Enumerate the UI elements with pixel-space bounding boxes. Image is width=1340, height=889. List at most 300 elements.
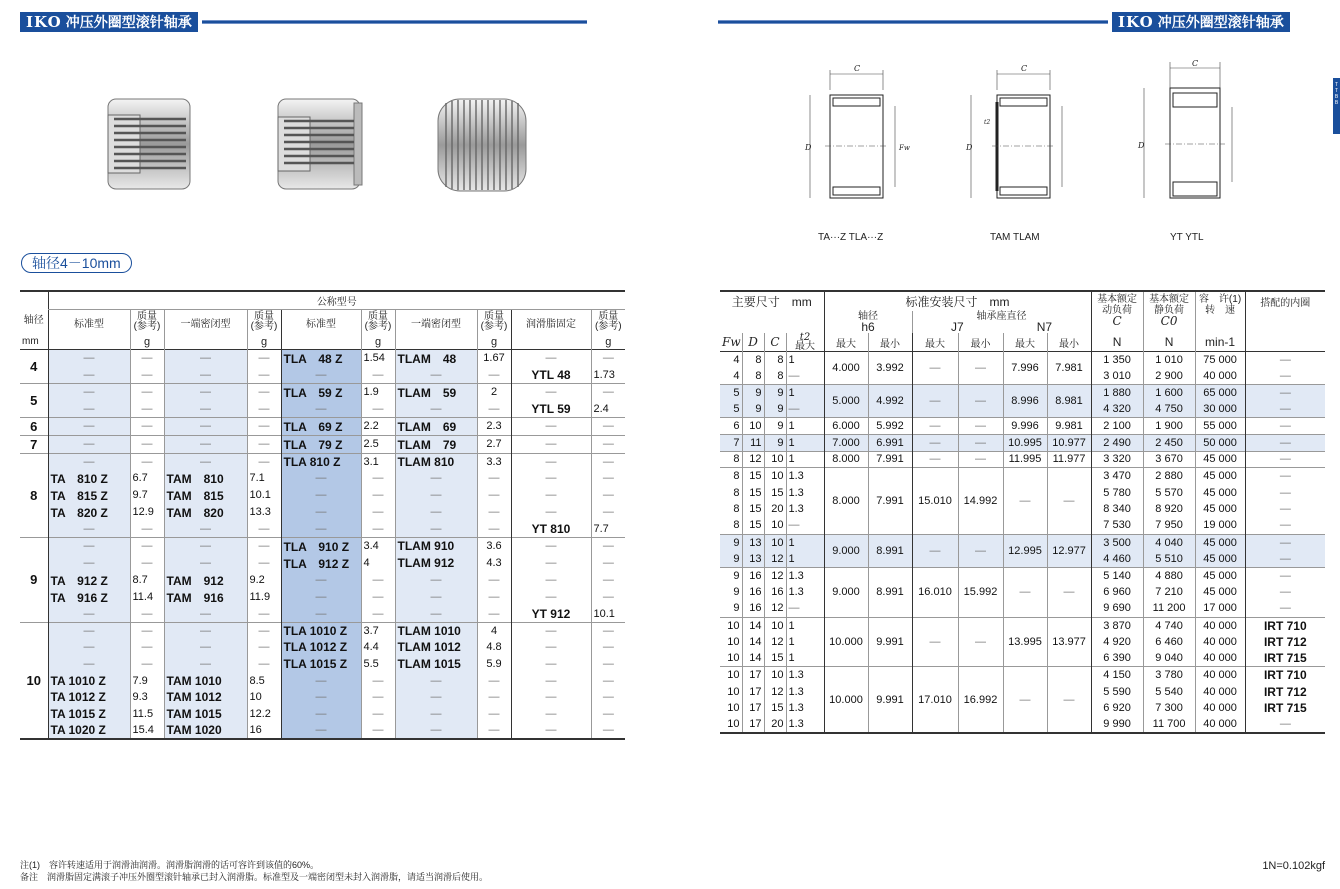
cell-tam-w2: — — [247, 453, 281, 470]
cell-c: 10 — [764, 468, 786, 485]
cell-yt-w: 7.7 — [591, 521, 625, 538]
cell-tla-w: 1.54 — [361, 349, 395, 367]
cell-n7max: 13.995 — [1003, 617, 1047, 667]
cell-c: 20 — [764, 717, 786, 734]
cell-yt-w: — — [591, 349, 625, 367]
mass-unit: g — [477, 335, 511, 349]
cell-tam-w2: 13.3 — [247, 504, 281, 521]
mass-unit: g — [247, 335, 281, 349]
cell-j7max: — — [912, 534, 958, 567]
shaft-diameter: 8 — [30, 487, 38, 503]
table-row — [20, 722, 625, 739]
cell-fw: 6 — [733, 420, 740, 433]
shaft-diameter: 6 — [30, 418, 38, 434]
cell-static-load: 2 450 — [1143, 434, 1195, 451]
cell-yt-w: — — [591, 453, 625, 470]
cell-n7min: 13.977 — [1047, 617, 1091, 667]
cell-inner-ring: — — [1245, 501, 1325, 518]
cell-d: 10 — [742, 418, 764, 435]
cell-tlam-w: — — [477, 470, 511, 487]
cell-ta: — — [48, 656, 130, 673]
cell-tam-w: — — [130, 383, 164, 401]
cell-t2: 1.3 — [786, 468, 824, 485]
cell-dynamic-load: 5 140 — [1091, 567, 1143, 584]
cell-tla: — — [281, 367, 361, 384]
cell-j7max: — — [912, 352, 958, 385]
cell-dynamic-load: 7 530 — [1091, 517, 1143, 534]
unit-conversion-note: 1N=0.102kgf — [1262, 860, 1325, 872]
cell-d: 9 — [742, 401, 764, 418]
col-shaft-label: 轴径 — [23, 314, 44, 326]
cell-d: 16 — [742, 567, 764, 584]
cell-h6min: 8.991 — [868, 567, 912, 617]
col-j7-max: 最大 — [912, 333, 958, 352]
cell-n7min: — — [1047, 667, 1091, 733]
cell-d: 8 — [742, 352, 764, 369]
cell-fw: 10 — [727, 619, 740, 632]
shaft-diameter: 5 — [30, 392, 38, 408]
cell-tla-w: 2.2 — [361, 417, 395, 435]
cell-dynamic-load: 5 590 — [1091, 683, 1143, 700]
cell-n7max: 12.995 — [1003, 534, 1047, 567]
cell-yt-w: — — [591, 383, 625, 401]
speed-label-2: 转 速 — [1205, 305, 1236, 316]
left-model-table — [20, 290, 625, 740]
cell-dynamic-load: 4 920 — [1091, 634, 1143, 651]
cell-ta: TA 820 Z — [48, 504, 130, 521]
cell-tam: — — [164, 639, 247, 656]
cell-c: 10 — [764, 667, 786, 684]
cell-tla: TLA 910 Z — [281, 537, 361, 555]
table-row — [20, 453, 625, 470]
unit-speed: min-1 — [1195, 333, 1245, 352]
cell-ta: — — [48, 521, 130, 538]
cell-fw: 5 — [733, 387, 740, 400]
table-row — [20, 656, 625, 673]
header-left — [20, 12, 587, 32]
cell-c: 12 — [764, 600, 786, 617]
cell-yt-w: — — [591, 555, 625, 572]
cell-tam-w: 7.9 — [130, 672, 164, 689]
footnote-2: 备注 润滑脂固定满滚子冲压外圈型滚针轴承已封入润滑脂。标准型及一端密闭型未封入润滑脂，请适当润滑后使用。 — [20, 872, 489, 882]
cell-t2: 1 — [786, 451, 824, 468]
cell-c: 12 — [764, 567, 786, 584]
cell-speed: 40 000 — [1195, 717, 1245, 734]
iko-logo: IKO — [26, 13, 62, 31]
cell-tlam: — — [395, 521, 477, 538]
cell-dynamic-load: 3 870 — [1091, 617, 1143, 634]
cell-static-load: 8 920 — [1143, 501, 1195, 518]
mass-unit: g — [591, 335, 625, 349]
cell-tla-w: — — [361, 504, 395, 521]
cell-tla-w: 3.7 — [361, 622, 395, 639]
cell-ta: — — [48, 555, 130, 572]
cell-h6min: 3.992 — [868, 352, 912, 385]
cell-tam-w: — — [130, 622, 164, 639]
shaft-diameter: 9 — [30, 572, 38, 588]
cell-yt: — — [511, 417, 591, 435]
cell-ta: — — [48, 401, 130, 418]
cell-inner-ring: — — [1245, 468, 1325, 485]
cell-tam-w2: — — [247, 521, 281, 538]
cell-tam-w2: — — [247, 367, 281, 384]
cell-t2: — — [786, 600, 824, 617]
cell-d: 15 — [742, 484, 764, 501]
cell-tam: — — [164, 537, 247, 555]
shaft-diameter: 4 — [30, 358, 38, 374]
cell-tla: TLA 1012 Z — [281, 639, 361, 656]
cell-speed: 45 000 — [1195, 584, 1245, 601]
cell-static-load: 11 700 — [1143, 717, 1195, 734]
cell-t2: 1.3 — [786, 484, 824, 501]
cell-tlam-w: — — [477, 722, 511, 739]
cell-h6max: 5.000 — [824, 385, 868, 418]
cell-ta: TA 1020 Z — [48, 722, 130, 739]
table-row — [20, 417, 625, 435]
cell-tam-w2: 10 — [247, 689, 281, 706]
cell-d: 17 — [742, 700, 764, 717]
cell-tlam: TLAM 1015 — [395, 656, 477, 673]
cell-speed: 65 000 — [1195, 385, 1245, 402]
cell-dynamic-load: 4 460 — [1091, 551, 1143, 568]
cell-tla-w: — — [361, 589, 395, 606]
cell-tam-w: — — [130, 417, 164, 435]
cell-dynamic-load: 2 490 — [1091, 434, 1143, 451]
cell-static-load: 3 670 — [1143, 451, 1195, 468]
cell-static-load: 1 600 — [1143, 385, 1195, 402]
cell-tam-w2: — — [247, 555, 281, 572]
cell-tam-w2: 9.2 — [247, 572, 281, 589]
cell-tla-w: — — [361, 705, 395, 722]
header-badge-right — [1112, 12, 1290, 32]
cell-yt-w: — — [591, 470, 625, 487]
cell-yt: — — [511, 722, 591, 739]
cell-c: 9 — [764, 418, 786, 435]
cell-yt: — — [511, 435, 591, 453]
cell-yt: — — [511, 656, 591, 673]
cell-dynamic-load: 5 780 — [1091, 484, 1143, 501]
cell-yt-w: — — [591, 435, 625, 453]
cell-tam-w: — — [130, 401, 164, 418]
col-dynamic-load — [1091, 291, 1143, 333]
cell-tam-w: — — [130, 453, 164, 470]
cell-tam-w2: — — [247, 435, 281, 453]
cell-tam-w: — — [130, 521, 164, 538]
cell-tlam-w: 4 — [477, 622, 511, 639]
cell-tlam-w: — — [477, 689, 511, 706]
dyn-label-2: 动负荷 — [1102, 305, 1133, 316]
cell-c: 10 — [764, 617, 786, 634]
diagram-ta — [795, 62, 910, 212]
mass-unit: g — [361, 335, 395, 349]
cell-d: 14 — [742, 650, 764, 667]
cell-fw: 5 — [733, 403, 740, 416]
cell-d: 9 — [742, 385, 764, 402]
cell-tlam-w: 4.8 — [477, 639, 511, 656]
diagram-label-ta: TA···Z TLA···Z — [818, 232, 884, 243]
cell-j7min: — — [958, 434, 1003, 451]
cell-tam: TAM 1010 — [164, 672, 247, 689]
cell-tla-w: — — [361, 606, 395, 623]
table-row — [20, 401, 625, 418]
cell-h6max: 9.000 — [824, 534, 868, 567]
cell-t2: 1.3 — [786, 700, 824, 717]
cell-tam-w2: — — [247, 383, 281, 401]
cell-yt-w: — — [591, 537, 625, 555]
cell-c: 12 — [764, 683, 786, 700]
col-t2 — [786, 333, 824, 352]
cell-dynamic-load: 9 990 — [1091, 717, 1143, 734]
cell-tam-w2: — — [247, 606, 281, 623]
cell-fw: 9 — [733, 552, 740, 565]
cell-n7min: 12.977 — [1047, 534, 1091, 567]
cell-static-load: 1 010 — [1143, 352, 1195, 369]
table-row — [20, 606, 625, 623]
header-title-left: 冲压外圈型滚针轴承 — [65, 14, 192, 30]
cell-yt-w: — — [591, 722, 625, 739]
cell-h6max: 4.000 — [824, 352, 868, 385]
right-spec-table — [720, 290, 1325, 734]
cell-tla: — — [281, 572, 361, 589]
col-main-dims: 主要尺寸 mm — [731, 295, 812, 309]
cell-tlam-w: — — [477, 672, 511, 689]
cell-t2: 1 — [786, 385, 824, 402]
cell-c: 10 — [764, 534, 786, 551]
cell-j7max: — — [912, 418, 958, 435]
cell-j7max: 15.010 — [912, 468, 958, 534]
col-standard-2: 标准型 — [281, 309, 361, 335]
cell-fw: 9 — [733, 569, 740, 582]
col-n7-max: 最大 — [1003, 333, 1047, 352]
cell-tla: TLA 79 Z — [281, 435, 361, 453]
cell-tlam: TLAM 48 — [395, 349, 477, 367]
cell-tlam: — — [395, 367, 477, 384]
cell-ta: — — [48, 622, 130, 639]
cell-static-load: 5 570 — [1143, 484, 1195, 501]
cell-inner-ring: — — [1245, 551, 1325, 568]
cell-d: 17 — [742, 717, 764, 734]
cell-n7min: 7.981 — [1047, 352, 1091, 385]
cell-h6min: 9.991 — [868, 667, 912, 733]
mass-ref: (参考) — [594, 321, 622, 333]
cell-tam-w: 9.3 — [130, 689, 164, 706]
cell-h6min: 4.992 — [868, 385, 912, 418]
cell-j7min: 16.992 — [958, 667, 1003, 733]
cell-fw: 10 — [727, 718, 740, 731]
cell-tam-w: 9.7 — [130, 487, 164, 504]
bearing-ta-image — [100, 95, 198, 193]
cell-tam-w2: — — [247, 656, 281, 673]
cell-c: 20 — [764, 501, 786, 518]
cell-tla-w: 4.4 — [361, 639, 395, 656]
cell-tam: — — [164, 349, 247, 367]
cell-n7max: 10.995 — [1003, 434, 1047, 451]
cell-t2: 1 — [786, 551, 824, 568]
cell-n7min: 11.977 — [1047, 451, 1091, 468]
cell-tam: — — [164, 417, 247, 435]
cell-tlam: — — [395, 606, 477, 623]
cell-static-load: 7 210 — [1143, 584, 1195, 601]
cell-n7max: 7.996 — [1003, 352, 1047, 385]
cell-tlam-w: — — [477, 589, 511, 606]
diagram-tam — [962, 62, 1062, 212]
cell-j7max: 16.010 — [912, 567, 958, 617]
cell-h6max: 7.000 — [824, 434, 868, 451]
cell-tla: TLA 59 Z — [281, 383, 361, 401]
table-row — [20, 639, 625, 656]
cell-tla: — — [281, 504, 361, 521]
cell-c: 12 — [764, 634, 786, 651]
col-shaft-unit: mm — [22, 335, 39, 347]
cell-d: 13 — [742, 534, 764, 551]
cell-ta: TA 1015 Z — [48, 705, 130, 722]
col-h6-min: 最小 — [868, 333, 912, 352]
cell-inner-ring: — — [1245, 418, 1325, 435]
cell-dynamic-load: 6 960 — [1091, 584, 1143, 601]
cell-tla: TLA 69 Z — [281, 417, 361, 435]
cell-tam: TAM 810 — [164, 470, 247, 487]
cell-t2: 1 — [786, 352, 824, 369]
cell-d: 8 — [742, 368, 764, 385]
cell-tlam-w: — — [477, 572, 511, 589]
mass-label: 质量 — [598, 311, 619, 323]
cell-tam-w2: 8.5 — [247, 672, 281, 689]
cell-speed: 17 000 — [1195, 600, 1245, 617]
t2-max: 最大 — [795, 341, 815, 352]
cell-speed: 75 000 — [1195, 352, 1245, 369]
cell-fw: 8 — [733, 486, 740, 499]
cell-t2: 1 — [786, 434, 824, 451]
col-housing-dia — [912, 311, 1091, 333]
cell-tam: TAM 916 — [164, 589, 247, 606]
cell-j7min: — — [958, 451, 1003, 468]
cell-tam-w: 6.7 — [130, 470, 164, 487]
cell-c: 15 — [764, 700, 786, 717]
cell-yt: — — [511, 672, 591, 689]
cell-n7min: 10.977 — [1047, 434, 1091, 451]
col-closed-2: 一端密闭型 — [395, 309, 477, 335]
cell-yt-w: — — [591, 589, 625, 606]
cell-tam: — — [164, 521, 247, 538]
sta-symbol: C0 — [1160, 314, 1178, 328]
cell-ta: — — [48, 606, 130, 623]
table-row — [20, 672, 625, 689]
speed-label-1: 容 许(1) — [1198, 294, 1242, 305]
col-closed: 一端密闭型 — [164, 309, 247, 335]
cell-yt: — — [511, 572, 591, 589]
cell-tam: — — [164, 435, 247, 453]
cell-tlam-w: 2.3 — [477, 417, 511, 435]
cell-d: 15 — [742, 468, 764, 485]
table-row — [720, 534, 1325, 551]
cell-tam-w2: 7.1 — [247, 470, 281, 487]
cell-c: 9 — [764, 401, 786, 418]
cell-tla: — — [281, 521, 361, 538]
cell-tla: — — [281, 705, 361, 722]
cell-static-load: 7 950 — [1143, 517, 1195, 534]
cell-tam-w: — — [130, 639, 164, 656]
cell-speed: 40 000 — [1195, 700, 1245, 717]
col-d: D — [742, 333, 764, 352]
cell-fw: 8 — [733, 453, 740, 466]
cell-ta: TA 912 Z — [48, 572, 130, 589]
cell-dynamic-load: 6 920 — [1091, 700, 1143, 717]
cell-tlam-w: — — [477, 606, 511, 623]
cell-inner-ring: — — [1245, 584, 1325, 601]
cell-h6max: 10.000 — [824, 667, 868, 733]
cell-j7min: — — [958, 534, 1003, 567]
dim-d: D — [966, 143, 973, 152]
cell-h6min: 8.991 — [868, 534, 912, 567]
col-static-load — [1143, 291, 1195, 333]
cell-c: 16 — [764, 584, 786, 601]
cell-j7min: — — [958, 418, 1003, 435]
cell-fw: 10 — [727, 635, 740, 648]
cell-speed: 40 000 — [1195, 368, 1245, 385]
cell-tlam: — — [395, 589, 477, 606]
cell-n7max: 8.996 — [1003, 385, 1047, 418]
cell-fw: 8 — [733, 470, 740, 483]
cell-yt: — — [511, 639, 591, 656]
cell-fw: 9 — [733, 536, 740, 549]
cell-tla-w: — — [361, 470, 395, 487]
cell-dynamic-load: 4 320 — [1091, 401, 1143, 418]
cell-j7max: — — [912, 451, 958, 468]
cell-yt: — — [511, 689, 591, 706]
cell-tam-w: — — [130, 555, 164, 572]
dim-c: C — [1021, 64, 1028, 73]
cell-dynamic-load: 3 010 — [1091, 368, 1143, 385]
cell-tla: — — [281, 689, 361, 706]
cell-dynamic-load: 2 100 — [1091, 418, 1143, 435]
mass-ref: (参考) — [133, 321, 161, 333]
cell-yt: YTL 48 — [511, 367, 591, 384]
cell-yt-w: — — [591, 487, 625, 504]
cell-n7min: 9.981 — [1047, 418, 1091, 435]
col-shaft-dia — [824, 311, 912, 333]
col-standard: 标准型 — [48, 309, 130, 335]
cell-j7max: — — [912, 617, 958, 667]
cell-inner-ring: — — [1245, 385, 1325, 402]
cell-inner-ring: — — [1245, 717, 1325, 734]
mass-ref: (参考) — [480, 321, 508, 333]
table-row — [20, 504, 625, 521]
cell-tla-w: — — [361, 401, 395, 418]
cell-tlam-w: 2 — [477, 383, 511, 401]
col-mass-1 — [130, 309, 164, 335]
cell-yt-w: 2.4 — [591, 401, 625, 418]
cell-tlam-w: — — [477, 487, 511, 504]
col-mass-4 — [477, 309, 511, 335]
cell-d: 15 — [742, 501, 764, 518]
cell-ta: — — [48, 435, 130, 453]
cell-tam-w: — — [130, 367, 164, 384]
cell-inner-ring: IRT 710 — [1245, 617, 1325, 634]
col-mass-5 — [591, 309, 625, 335]
cell-j7max: — — [912, 434, 958, 451]
cell-j7min: — — [958, 385, 1003, 418]
shaft-label: 轴径 — [858, 311, 878, 322]
cell-tam: — — [164, 453, 247, 470]
cell-speed: 45 000 — [1195, 451, 1245, 468]
table-row — [20, 383, 625, 401]
cell-inner-ring: — — [1245, 451, 1325, 468]
h6-label: h6 — [861, 320, 875, 334]
cell-tam: TAM 1015 — [164, 705, 247, 722]
cell-speed: 40 000 — [1195, 683, 1245, 700]
cell-speed: 40 000 — [1195, 650, 1245, 667]
cell-yt-w: — — [591, 656, 625, 673]
